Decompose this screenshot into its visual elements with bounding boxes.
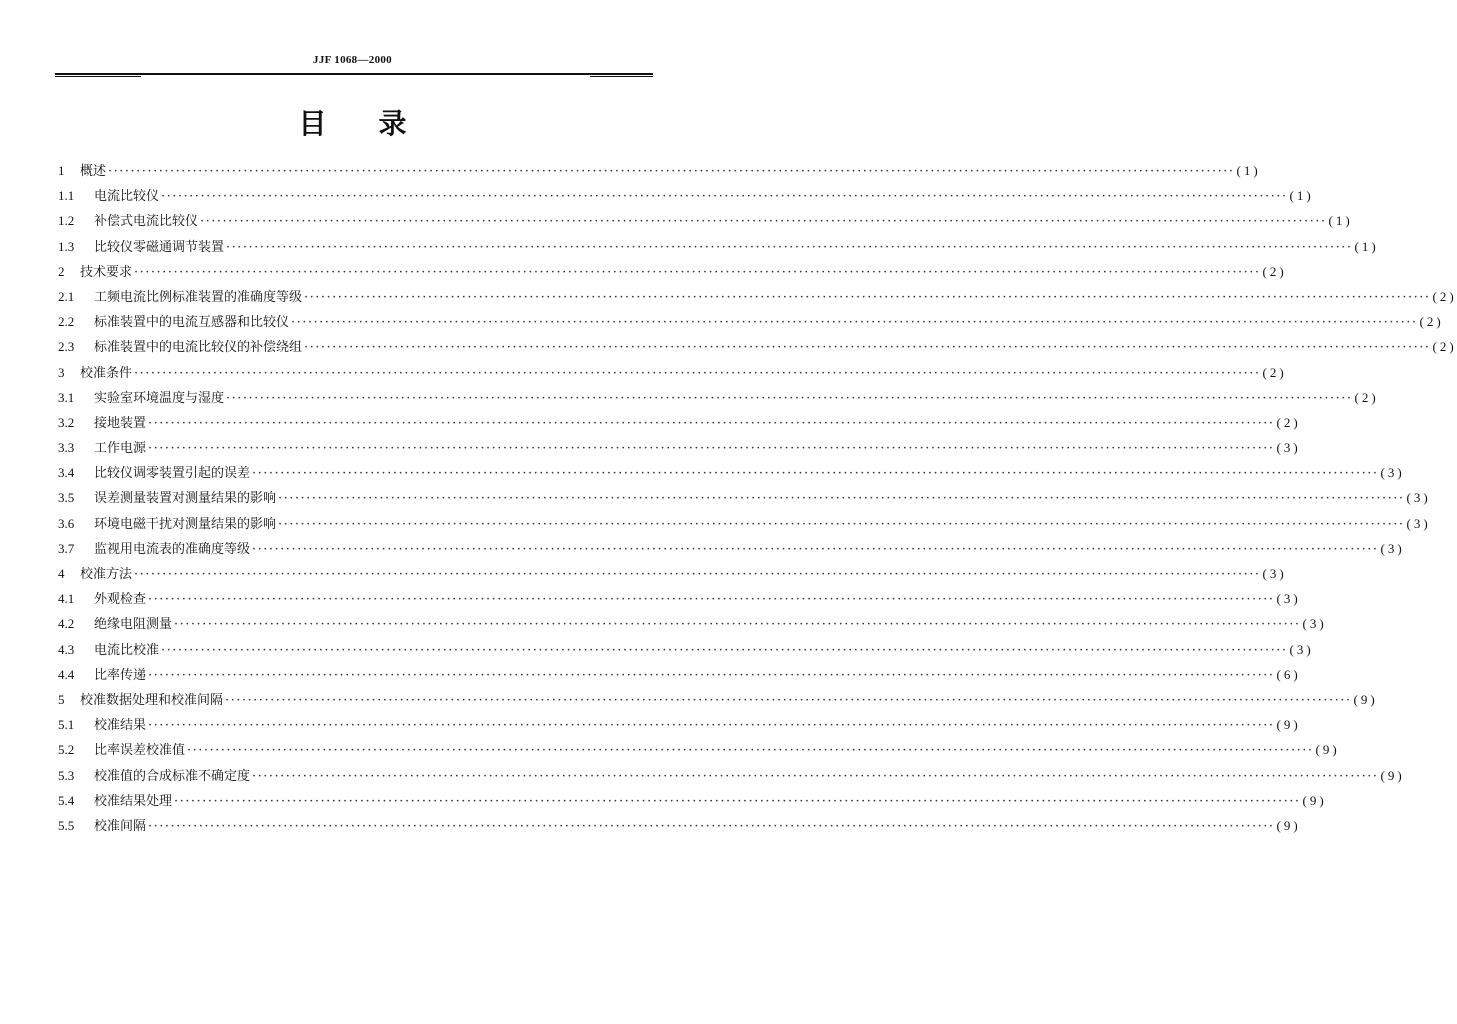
toc-entry-number: 5.3: [58, 767, 75, 783]
toc-entry-number: 1.3: [58, 238, 75, 254]
toc-entry-title: 比率传递: [94, 667, 147, 683]
toc-entry: [58, 360, 1287, 385]
toc-entry-title: 误差测量装置对测量结果的影响: [94, 491, 277, 507]
toc-entry-page: (3): [1276, 440, 1301, 456]
toc-entry-number: 3.4: [58, 465, 75, 481]
toc-leader-dots: ········································································································································································································: [161, 642, 1288, 658]
toc-entry: [58, 435, 1301, 460]
toc-leader-dots: ········································································································································································································: [148, 718, 1275, 734]
toc-entry-number: 1: [58, 163, 65, 178]
toc-leader-dots: ········································································································································································································: [226, 239, 1353, 255]
toc-entry: [58, 586, 1301, 611]
toc-entry-title: 校准条件: [80, 365, 133, 381]
toc-entry-title: 校准结果: [94, 718, 147, 734]
toc-entry-number: 3.1: [58, 389, 75, 405]
toc-entry-number: 4.2: [58, 616, 75, 632]
toc-entry-page: (2): [1419, 314, 1444, 330]
toc-entry-page: (2): [1354, 389, 1379, 405]
toc-entry-page: (3): [1262, 566, 1287, 581]
toc-leader-dots: ········································································································································································································: [148, 441, 1275, 457]
toc-entry: [58, 284, 1457, 309]
toc-entry-number: 1.1: [58, 188, 75, 204]
toc-entry-number: 3: [58, 364, 65, 380]
toc-entry-number: 3.2: [58, 414, 75, 430]
toc-leader-dots: ········································································································································································································: [252, 768, 1379, 784]
toc-entry: [58, 234, 1379, 259]
toc-entry: [58, 737, 1340, 762]
toc-entry: [58, 309, 1444, 334]
toc-entry-page: (3): [1406, 515, 1431, 531]
toc-entry: [58, 385, 1379, 410]
document-code: JJF 1068—2000: [313, 54, 392, 66]
toc-entry-title: 技术要求: [80, 264, 133, 280]
toc-entry-title: 工频电流比例标准装置的准确度等级: [94, 289, 303, 305]
toc-entry-title: 补偿式电流比较仪: [94, 214, 199, 230]
toc-entry: [58, 259, 1287, 284]
toc-leader-dots: ········································································································································································································: [134, 567, 1261, 582]
toc-entry-page: (9): [1380, 767, 1405, 783]
toc-entry-number: 3.7: [58, 540, 75, 556]
toc-entry: [58, 410, 1301, 435]
toc-entry-page: (3): [1406, 490, 1431, 506]
toc-entry-number: 2: [58, 263, 65, 279]
toc-leader-dots: ········································································································································································································: [278, 516, 1405, 532]
toc-entry-number: 2.3: [58, 339, 75, 355]
toc-entry: [58, 611, 1327, 636]
toc-entry-number: 5.5: [58, 817, 75, 833]
toc-leader-dots: ········································································································································································································: [252, 541, 1379, 557]
toc-entry-page: (1): [1289, 188, 1314, 204]
toc-entry: [58, 637, 1314, 662]
toc-entry-page: (3): [1276, 591, 1301, 607]
toc-entry-number: 3.6: [58, 515, 75, 531]
toc-entry-page: (1): [1236, 163, 1261, 178]
toc-leader-dots: ········································································································································································································: [161, 189, 1288, 205]
toc-entry-page: (9): [1353, 691, 1378, 707]
toc-entry: [58, 460, 1405, 485]
toc-entry-number: 2.2: [58, 314, 75, 330]
toc-entry-number: 4.4: [58, 666, 75, 682]
toc-entry-number: 3.3: [58, 440, 75, 456]
toc-entry-number: 4.3: [58, 641, 75, 657]
toc-entry-title: 工作电源: [94, 441, 147, 457]
toc-entry-title: 电流比校准: [94, 642, 160, 658]
toc-leader-dots: ········································································································································································································: [304, 340, 1431, 356]
toc-leader-dots: ········································································································································································································: [134, 365, 1261, 381]
toc-entry: [58, 788, 1327, 813]
toc-entry: [58, 687, 1378, 712]
toc-leader-dots: ········································································································································································································: [148, 592, 1275, 608]
toc-entry-number: 3.5: [58, 490, 75, 506]
toc-entry-title: 校准方法: [80, 567, 133, 582]
toc-entry-page: (1): [1354, 238, 1379, 254]
toc-entry-title: 比率误差校准值: [94, 743, 186, 759]
toc-entry-page: (9): [1276, 717, 1301, 733]
toc-entry-page: (2): [1262, 364, 1287, 380]
toc-entry: [58, 485, 1431, 510]
toc-entry: [58, 763, 1405, 788]
table-of-contents: [58, 158, 1457, 838]
header-rule-left: [55, 76, 141, 77]
toc-entry-title: 校准间隔: [94, 818, 147, 834]
toc-entry: [58, 662, 1301, 687]
toc-entry-title: 电流比较仪: [94, 189, 160, 205]
toc-entry-page: (9): [1276, 817, 1301, 833]
toc-entry: [58, 813, 1301, 838]
toc-entry-number: 5: [58, 691, 65, 707]
toc-entry-page: (6): [1276, 666, 1301, 682]
toc-leader-dots: ········································································································································································································: [304, 289, 1431, 305]
toc-leader-dots: ········································································································································································································: [174, 617, 1301, 633]
toc-entry-number: 1.2: [58, 213, 75, 229]
toc-leader-dots: ········································································································································································································: [225, 692, 1352, 708]
toc-leader-dots: ········································································································································································································: [148, 667, 1275, 683]
toc-entry-page: (9): [1315, 742, 1340, 758]
toc-leader-dots: ········································································································································································································: [174, 793, 1301, 809]
toc-entry-title: 概述: [80, 164, 107, 179]
toc-entry: [58, 158, 1261, 183]
toc-entry-number: 4.1: [58, 591, 75, 607]
toc-entry-page: (2): [1276, 414, 1301, 430]
toc-entry-title: 校准值的合成标准不确定度: [94, 768, 251, 784]
header-rule: [55, 73, 653, 75]
toc-entry-page: (3): [1302, 616, 1327, 632]
toc-entry-title: 比较仪零磁通调节装置: [94, 239, 225, 255]
toc-entry-page: (3): [1380, 540, 1405, 556]
toc-entry-title: 监视用电流表的准确度等级: [94, 541, 251, 557]
toc-entry-title: 校准数据处理和校准间隔: [80, 692, 224, 708]
toc-entry-title: 比较仪调零装置引起的误差: [94, 466, 251, 482]
toc-leader-dots: ········································································································································································································: [278, 491, 1405, 507]
toc-entry: [58, 712, 1301, 737]
toc-leader-dots: ········································································································································································································: [148, 415, 1275, 431]
toc-leader-dots: ········································································································································································································: [187, 743, 1314, 759]
toc-leader-dots: ········································································································································································································: [200, 214, 1327, 230]
toc-leader-dots: ········································································································································································································: [226, 390, 1353, 406]
toc-entry-title: 环境电磁干扰对测量结果的影响: [94, 516, 277, 532]
toc-entry: [58, 511, 1431, 536]
toc-entry-page: (2): [1262, 263, 1287, 279]
toc-entry-title: 绝缘电阻测量: [94, 617, 173, 633]
toc-entry-page: (2): [1432, 288, 1457, 304]
toc-entry-page: (3): [1380, 465, 1405, 481]
toc-leader-dots: ········································································································································································································: [134, 264, 1261, 280]
toc-leader-dots: ········································································································································································································: [148, 818, 1275, 834]
toc-entry-title: 标准装置中的电流比较仪的补偿绕组: [94, 340, 303, 356]
toc-entry-page: (9): [1302, 792, 1327, 808]
header-rule-right: [590, 76, 653, 77]
page-title: 目录: [298, 107, 459, 140]
toc-entry-page: (2): [1432, 339, 1457, 355]
toc-entry-number: 5.1: [58, 717, 75, 733]
toc-entry-number: 2.1: [58, 288, 75, 304]
toc-entry: [58, 561, 1287, 586]
toc-entry: [58, 536, 1405, 561]
toc-entry-number: 4: [58, 566, 65, 581]
toc-entry: [58, 183, 1314, 208]
toc-entry-number: 5.4: [58, 792, 75, 808]
toc-entry-title: 实验室环境温度与湿度: [94, 390, 225, 406]
toc-entry-title: 外观检查: [94, 592, 147, 608]
toc-entry-title: 标准装置中的电流互感器和比较仪: [94, 315, 290, 331]
toc-entry-page: (3): [1289, 641, 1314, 657]
toc-leader-dots: ········································································································································································································: [291, 315, 1418, 331]
toc-leader-dots: ········································································································································································································: [252, 466, 1379, 482]
toc-entry-title: 校准结果处理: [94, 793, 173, 809]
toc-entry-number: 5.2: [58, 742, 75, 758]
toc-entry-page: (1): [1328, 213, 1353, 229]
toc-entry: [58, 334, 1457, 359]
toc-leader-dots: ········································································································································································································: [108, 164, 1235, 179]
toc-entry-title: 接地装置: [94, 415, 147, 431]
toc-entry: [58, 208, 1353, 233]
